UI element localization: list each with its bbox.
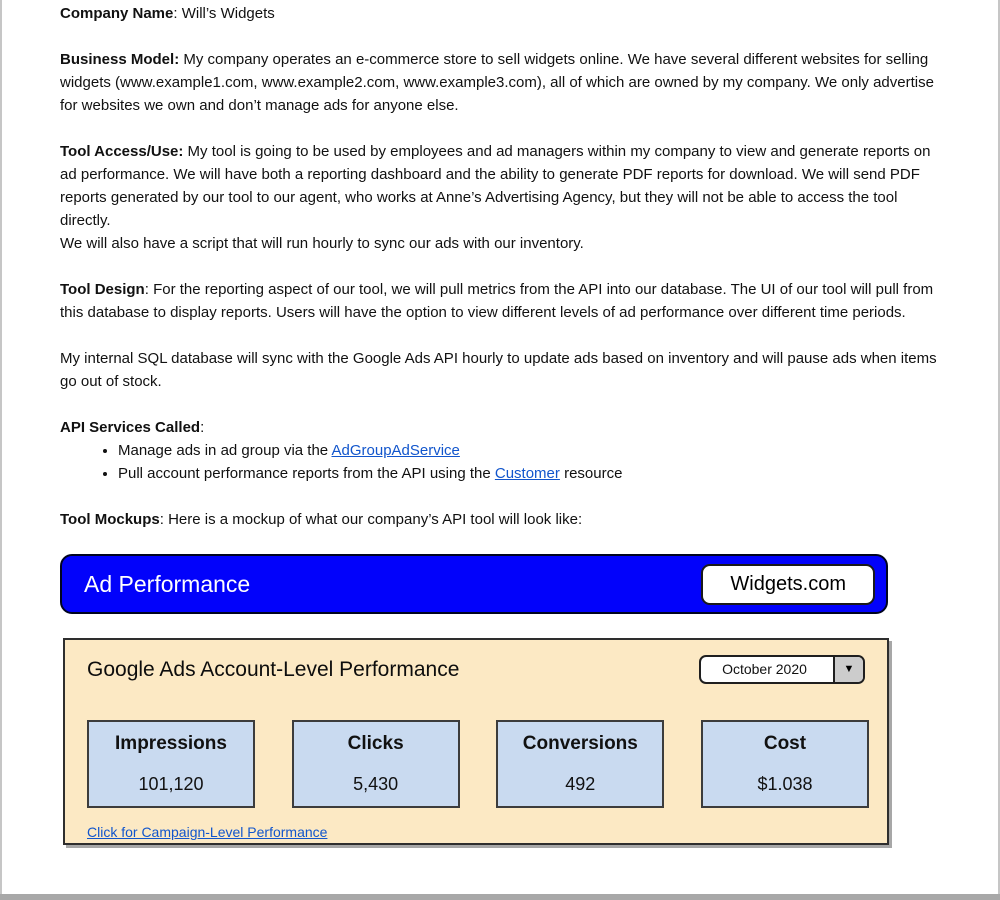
metric-value: 492 [565,774,596,794]
paragraph-sql-note: My internal SQL database will sync with the Google Ads API hourly to update ads based on inventory and will pause ads when items go out of stock. [60,350,937,390]
month-dropdown-value: October 2020 [722,661,807,677]
tool-access-text: My tool is going to be used by employees and ad managers within my company to view and generate reports on ad performance. We will have both a reporting dashboard and the ability to generate PDF reports for download. We will send PDF reports generated by our tool to our agent, who works at Anne’s Advertising Agency, but they will not be able to access the tool directly. [60,143,931,229]
widgets-site-button[interactable]: Widgets.com [701,564,875,605]
metrics-row [87,720,869,808]
chevron-down-icon[interactable]: ▼ [833,657,863,682]
metric-label: Cost [763,733,807,754]
paragraph-business-model [60,48,940,117]
metric-value: 5,430 [353,774,399,794]
page-bottom-boundary [0,894,1000,900]
month-dropdown[interactable] [699,655,865,684]
account-performance-panel [63,638,889,845]
tool-mockups-text: : Here is a mockup of what our company’s API tool will look like: [159,511,583,528]
metric-value: $1.038 [757,774,813,794]
bullet-text-suffix: resource [559,465,623,482]
panel-header-row [87,655,865,684]
customer-link[interactable]: Customer [494,465,560,482]
api-services-heading [60,416,940,439]
tool-design-label: Tool Design [60,281,145,298]
metric-label: Conversions [522,733,638,754]
company-name-label: Company Name [60,5,174,22]
bullet-text-prefix: Pull account performance reports from the API using the [118,465,495,482]
list-item-adgroupadservice [118,439,940,462]
business-model-label: Business Model: [60,51,180,68]
paragraph-tool-access [60,140,940,255]
business-model-text: My company operates an e-commerce store to sell widgets online. We have several different websites for selling widgets (www.example1.com, www.example2.com, www.example3.com), all of which are owned by my company. We only advertise for websites we own and don’t manage ads for anyone else. [60,51,934,114]
paragraph-company-name [60,2,940,25]
list-item-customer [118,462,940,485]
company-name-value: : Will’s Widgets [173,5,275,22]
tool-access-line2: We will also have a script that will run hourly to sync our ads with our inventory. [60,235,584,252]
page-left-edge [0,0,2,900]
metric-label: Clicks [347,733,404,754]
metric-card-conversions [496,720,664,808]
paragraph-tool-design [60,278,940,324]
section-api-services [60,416,940,485]
api-services-colon: : [200,419,205,436]
tool-access-label: Tool Access/Use: [60,143,184,160]
mockup-app-title: Ad Performance [84,570,251,597]
campaign-level-link[interactable]: Click for Campaign-Level Performance [87,824,328,840]
metric-card-impressions [87,720,255,808]
api-services-label: API Services Called [60,419,201,436]
api-services-list [60,439,940,485]
metric-card-clicks [292,720,460,808]
adgroupadservice-link[interactable]: AdGroupAdService [331,442,460,459]
metric-label: Impressions [115,733,227,754]
tool-design-text: : For the reporting aspect of our tool, we will pull metrics from the API into our database. The UI of our tool will pull from this database to display reports. Users will have the option to view different levels of ad performance over different time periods. [60,281,934,321]
mockup-header-bar [60,554,888,614]
tool-mockups-label: Tool Mockups [60,511,160,528]
panel-title: Google Ads Account-Level Performance [87,658,460,681]
bullet-text-prefix: Manage ads in ad group via the [118,442,332,459]
metric-card-cost [701,720,869,808]
metric-value: 101,120 [138,774,204,794]
paragraph-tool-mockups [60,508,940,531]
